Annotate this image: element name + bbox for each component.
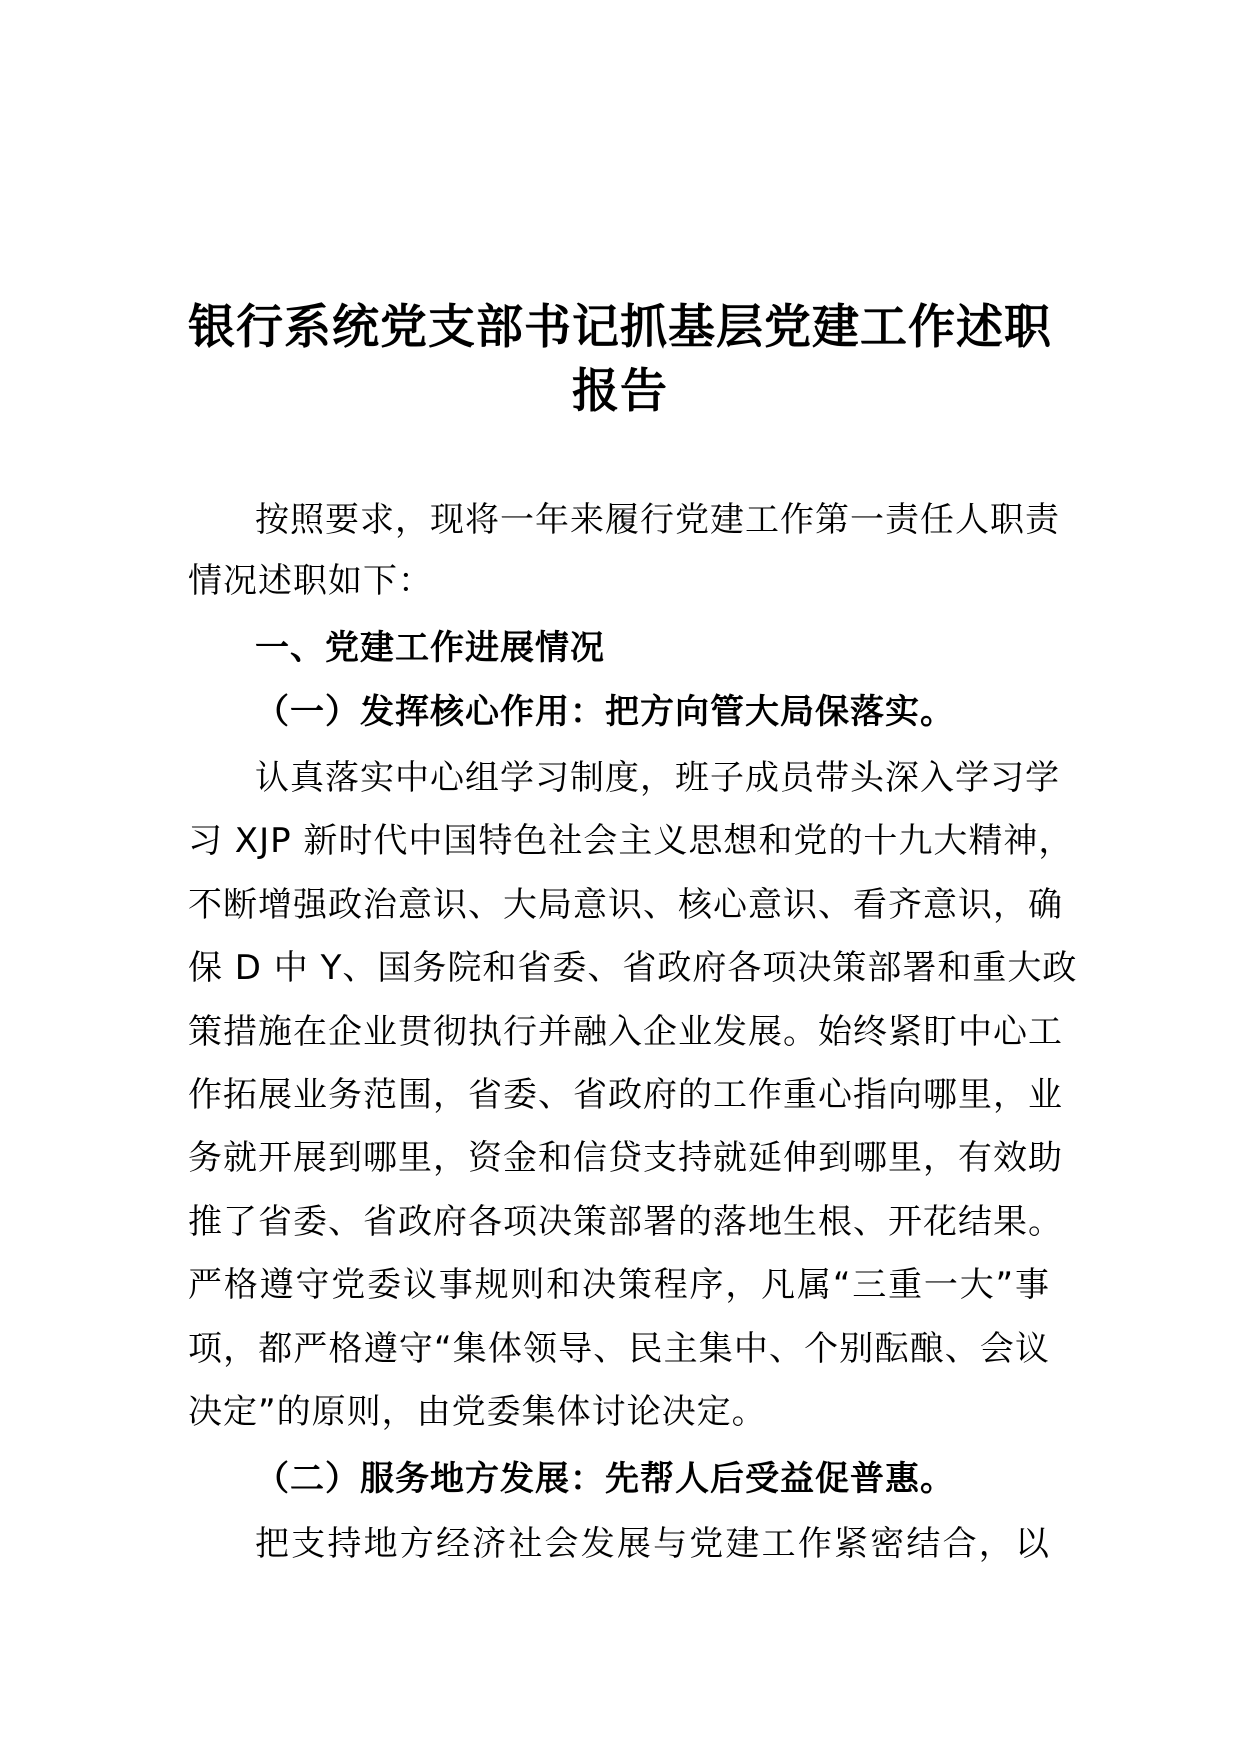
section-1-heading: 一、党建工作进展情况 xyxy=(255,628,605,668)
paragraph-line: 策措施在企业贯彻执行并融入企业发展。始终紧盯中心工 xyxy=(188,1012,1063,1052)
paragraph-line: 决定”的原则，由党委集体讨论决定。 xyxy=(188,1392,767,1432)
paragraph-line: 认真落实中心组学习制度，班子成员带头深入学习学 xyxy=(255,758,1060,798)
subsection-1-heading: （一）发挥核心作用：把方向管大局保落实。 xyxy=(255,692,955,732)
paragraph-line: 作拓展业务范围，省委、省政府的工作重心指向哪里，业 xyxy=(188,1075,1063,1115)
paragraph-line: 把支持地方经济社会发展与党建工作紧密结合，以 xyxy=(255,1524,1050,1564)
paragraph-line: 推了省委、省政府各项决策部署的落地生根、开花结果。 xyxy=(188,1202,1063,1242)
subsection-2-heading: （二）服务地方发展：先帮人后受益促普惠。 xyxy=(255,1459,955,1499)
paragraph-line: 习 XJP 新时代中国特色社会主义思想和党的十九大精神， xyxy=(188,821,1074,861)
intro-line-1: 按照要求，现将一年来履行党建工作第一责任人职责 xyxy=(255,500,1060,540)
paragraph-line: 项，都严格遵守“集体领导、民主集中、个别酝酿、会议 xyxy=(188,1329,1050,1369)
paragraph-line: 不断增强政治意识、大局意识、核心意识、看齐意识，确 xyxy=(188,885,1063,925)
paragraph-line: 务就开展到哪里，资金和信贷支持就延伸到哪里，有效助 xyxy=(188,1138,1063,1178)
paragraph-line: 保 D 中 Y、国务院和省委、省政府各项决策部署和重大政 xyxy=(188,948,1078,988)
document-title-line-1: 银行系统党支部书记抓基层党建工作述职 xyxy=(188,300,1052,355)
paragraph-line: 严格遵守党委议事规则和决策程序，凡属“三重一大”事 xyxy=(188,1265,1050,1305)
document-title-line-2: 报告 xyxy=(572,364,668,419)
intro-line-2: 情况述职如下： xyxy=(188,561,433,601)
